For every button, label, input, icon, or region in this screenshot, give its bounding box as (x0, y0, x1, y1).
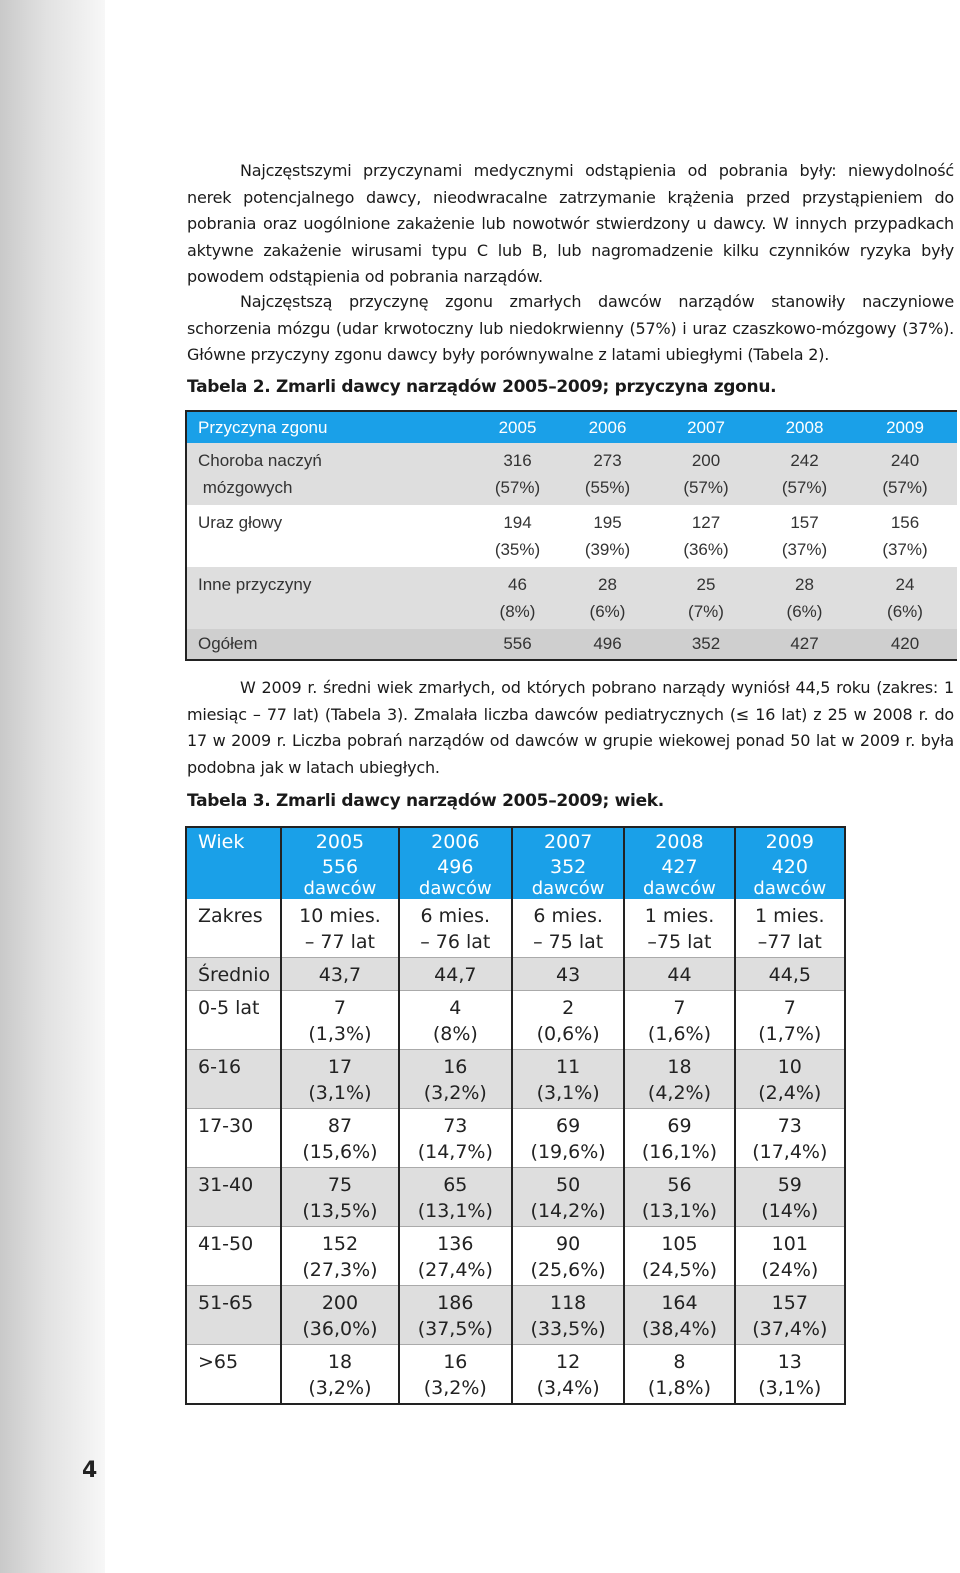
table-cell: 73 (17,4%) (735, 1109, 845, 1168)
table-cell: 101 (24%) (735, 1227, 845, 1286)
row-label: Ogółem (186, 629, 476, 660)
table-cell: 69 (16,1%) (624, 1109, 734, 1168)
table-cell: 50 (14,2%) (512, 1168, 624, 1227)
table-cell: 105 (24,5%) (624, 1227, 734, 1286)
table-cell: 75 (13,5%) (281, 1168, 398, 1227)
table-row (186, 443, 957, 505)
table-cell: 59 (14%) (735, 1168, 845, 1227)
table-cell: 65 (13,1%) (399, 1168, 512, 1227)
column-header: 2008 427 dawców (624, 827, 734, 899)
table-cell: 118 (33,5%) (512, 1286, 624, 1345)
table-cell: 195 (39%) (584, 513, 631, 559)
table-cell: 556 (476, 629, 559, 660)
table-cell: 194 (35%) (494, 513, 541, 559)
table-row (186, 567, 957, 629)
table-cell: 73 (14,7%) (399, 1109, 512, 1168)
table-cell: 24 (6%) (853, 567, 957, 629)
table-cell: 28 (6%) (559, 567, 656, 629)
table-cell: 200 (57%) (656, 443, 756, 505)
table-cell: 10 (2,4%) (735, 1050, 845, 1109)
table-row (186, 1168, 845, 1227)
table-cell: 240 (57%) (853, 443, 957, 505)
column-header: 2007 (656, 411, 756, 443)
table-cell: 1 mies. –77 lat (735, 899, 845, 958)
column-header: 2006 496 dawców (399, 827, 512, 899)
table-cell: 157 (37%) (781, 513, 828, 559)
table-cell: 242 (57%) (756, 443, 853, 505)
table-donor-age (185, 826, 846, 1405)
paragraph-age: W 2009 r. średni wiek zmarłych, od których pobrano narządy wyniósł 44,5 roku (zakres: 1 miesiąc – 77 lat) (Tabela 3). Zmalała liczba dawców pediatrycznych (≤ 16 lat) z 25 w 2008 r. do 17 w 2009 r. Liczba pobrań narządów od dawców w grupie wiekowej ponad 50 lat w 2009 r. była podobna jak w latach ubiegłych. (187, 678, 954, 777)
table-cell: 7 (1,7%) (735, 991, 845, 1050)
table-cell: 136 (27,4%) (399, 1227, 512, 1286)
table-cell: 156 (37%) (882, 513, 928, 559)
row-label: 0-5 lat (186, 991, 281, 1050)
table-cell: 43,7 (281, 958, 398, 991)
table-cell: 6 mies. – 75 lat (512, 899, 624, 958)
table-cell: 12 (3,4%) (512, 1345, 624, 1405)
table-cell: 4 (8%) (399, 991, 512, 1050)
column-header: 2006 (559, 411, 656, 443)
table-cell: 200 (36,0%) (281, 1286, 398, 1345)
table-cell: 1 mies. –75 lat (624, 899, 734, 958)
table-cell: 10 mies. – 77 lat (281, 899, 398, 958)
table-death-causes (185, 410, 957, 661)
table-cell: 16 (3,2%) (399, 1345, 512, 1405)
row-label: 51-65 (186, 1286, 281, 1345)
row-label: 41-50 (186, 1227, 281, 1286)
column-header: 2008 (756, 411, 853, 443)
table-row (186, 1050, 845, 1109)
table-cell: 6 mies. – 76 lat (399, 899, 512, 958)
column-header: Przyczyna zgonu (186, 411, 476, 443)
column-header: Wiek (186, 827, 281, 899)
table-cell: 87 (15,6%) (281, 1109, 398, 1168)
table-cell: 7 (1,3%) (281, 991, 398, 1050)
row-label: >65 (186, 1345, 281, 1405)
table-cell: 56 (13,1%) (624, 1168, 734, 1227)
table-cell: 44 (624, 958, 734, 991)
table2-caption: Tabela 2. Zmarli dawcy narządów 2005–2009; przyczyna zgonu. (187, 377, 777, 397)
table-cell: 13 (3,1%) (735, 1345, 845, 1405)
table-cell: 273 (55%) (559, 443, 656, 505)
table-total-row (186, 629, 957, 660)
row-label: Zakres (186, 899, 281, 958)
table-row (186, 991, 845, 1050)
row-label: 6-16 (186, 1050, 281, 1109)
row-label: 17-30 (186, 1109, 281, 1168)
table-cell: 90 (25,6%) (512, 1227, 624, 1286)
table-cell: 427 (756, 629, 853, 660)
table-cell: 152 (27,3%) (281, 1227, 398, 1286)
page-number: 4 (82, 1458, 98, 1483)
row-label: Choroba naczyń mózgowych (186, 443, 476, 505)
table-row (186, 958, 845, 991)
table3-caption: Tabela 3. Zmarli dawcy narządów 2005–2009; wiek. (187, 791, 664, 811)
table-cell: 18 (3,2%) (281, 1345, 398, 1405)
table-cell: 44,5 (735, 958, 845, 991)
table-row (186, 1227, 845, 1286)
table-cell: 11 (3,1%) (512, 1050, 624, 1109)
table-cell: 164 (38,4%) (624, 1286, 734, 1345)
table-cell: 25 (7%) (656, 567, 756, 629)
table-row (186, 899, 845, 958)
paragraph-causes: Najczęstszymi przyczynami medycznymi odstąpienia od pobrania były: niewydolność nerek potencjalnego dawcy, nieodwracalne zatrzymanie krążenia przed przystąpieniem do pobrania oraz uogólnione zakażenie lub nowotwór stwierdzony u dawcy. W innych przypadkach aktywne zakażenie wirusami typu C lub B, lub nagromadzenie kilku czynników ryzyka były powodem odstąpienia od pobrania narządów. (187, 161, 954, 286)
table-cell: 16 (3,2%) (399, 1050, 512, 1109)
table-cell: 7 (1,6%) (624, 991, 734, 1050)
side-band (0, 0, 105, 1573)
table-cell: 18 (4,2%) (624, 1050, 734, 1109)
table-cell: 44,7 (399, 958, 512, 991)
table-cell: 420 (853, 629, 957, 660)
row-label: Uraz głowy (198, 513, 283, 532)
table-cell: 2 (0,6%) (512, 991, 624, 1050)
table-header-row (186, 411, 957, 443)
row-label: Średnio (186, 958, 281, 991)
table-row (186, 505, 957, 567)
column-header: 2005 556 dawców (281, 827, 398, 899)
table-cell: 157 (37,4%) (735, 1286, 845, 1345)
table-cell: 8 (1,8%) (624, 1345, 734, 1405)
table-cell: 46 (8%) (476, 567, 559, 629)
column-header: 2007 352 dawców (512, 827, 624, 899)
table-row (186, 1345, 845, 1405)
table-row (186, 1109, 845, 1168)
column-header: 2009 (853, 411, 957, 443)
table-cell: 28 (6%) (756, 567, 853, 629)
column-header: 2009 420 dawców (735, 827, 845, 899)
table-cell: 127 (36%) (683, 513, 729, 559)
table-cell: 496 (559, 629, 656, 660)
table-cell: 316 (57%) (476, 443, 559, 505)
table-cell: 17 (3,1%) (281, 1050, 398, 1109)
column-header: 2005 (476, 411, 559, 443)
paragraph-death-causes: Najczęstszą przyczynę zgonu zmarłych dawców narządów stanowiły naczyniowe schorzenia mózgu (udar krwotoczny lub niedokrwienny (57%) i uraz czaszkowo-mózgowy (37%). Główne przyczyny zgonu dawcy były porównywalne z latami ubiegłymi (Tabela 2). (187, 292, 954, 364)
table-row (186, 1286, 845, 1345)
table-cell: 43 (512, 958, 624, 991)
table-cell: 186 (37,5%) (399, 1286, 512, 1345)
table-cell: 69 (19,6%) (512, 1109, 624, 1168)
row-label: 31-40 (186, 1168, 281, 1227)
row-label: Inne przyczyny (186, 567, 476, 629)
table-cell: 352 (656, 629, 756, 660)
table-header-row (186, 827, 845, 899)
